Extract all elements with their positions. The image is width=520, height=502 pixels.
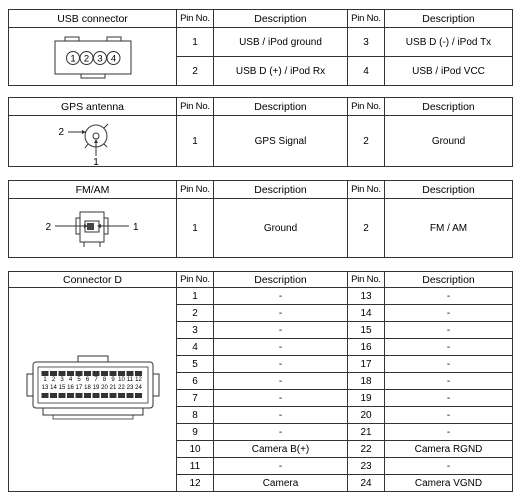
connector-d-desc-header-1: Description: [214, 272, 348, 288]
pin-description: -: [214, 424, 348, 441]
pin-number: 4: [177, 339, 214, 356]
usb-header-row: [9, 10, 513, 28]
connector-d-pin-label: 17: [75, 384, 82, 391]
fm-pin-label: 2: [44, 222, 51, 233]
pin-description: -: [385, 305, 513, 322]
connector-d-pin-label: 18: [83, 384, 91, 391]
connector-d-pin-label: 20: [100, 384, 108, 391]
pin-description: -: [214, 288, 348, 305]
connector-d-header-row: [9, 272, 513, 288]
connector-d-table: [8, 271, 513, 492]
connector-d-pin-label: 7: [93, 376, 98, 383]
connector-d-pin-label: 4: [68, 376, 72, 383]
connector-d-icon: [23, 350, 163, 430]
connector-d-pin-header-2: Pin No.: [348, 272, 385, 288]
pin-description: -: [385, 339, 513, 356]
pin-number: 1: [177, 288, 214, 305]
pin-number: 2: [348, 199, 385, 258]
pin-number: 3: [177, 322, 214, 339]
fm-title: FM/AM: [9, 181, 177, 199]
pin-description: -: [385, 288, 513, 305]
pin-description: Camera RGND: [385, 441, 513, 458]
fm-desc-header-2: Description: [385, 181, 513, 199]
connector-d-title: Connector D: [9, 272, 177, 288]
gps-desc-header-1: Description: [214, 98, 348, 116]
fm-pin-header-2: Pin No.: [348, 181, 385, 199]
pin-description: -: [385, 322, 513, 339]
pin-number: 13: [348, 288, 385, 305]
connector-d-pin-label: 6: [85, 376, 89, 383]
gps-antenna-table: [8, 97, 513, 167]
usb-pin-header-2: Pin No.: [348, 10, 385, 28]
connector-d-pin-header-1: Pin No.: [177, 272, 214, 288]
pin-number: 20: [348, 407, 385, 424]
connector-d-pin-label: 15: [58, 384, 65, 391]
pin-description: -: [214, 390, 348, 407]
pin-description: -: [214, 356, 348, 373]
gps-pin-header-1: Pin No.: [177, 98, 214, 116]
connector-d-pin-label: 10: [117, 376, 125, 383]
gps-title: GPS antenna: [9, 98, 177, 116]
table-row: [9, 199, 513, 258]
fm-connector-icon: [28, 200, 158, 256]
connector-d-pin-label: 9: [110, 376, 115, 383]
pin-number: 19: [348, 390, 385, 407]
pin-description: -: [214, 458, 348, 475]
pin-number: 12: [177, 475, 214, 492]
connector-d-pin-label: 2: [51, 376, 55, 383]
usb-desc-header-1: Description: [214, 10, 348, 28]
pin-description: -: [385, 424, 513, 441]
pin-description: -: [385, 373, 513, 390]
fm-am-table: [8, 180, 513, 258]
usb-pin-label: 4: [110, 53, 116, 64]
fm-pin-label: 1: [132, 222, 139, 233]
pin-number: 9: [177, 424, 214, 441]
gps-antenna-diagram: [9, 116, 177, 167]
pin-number: 2: [177, 57, 214, 86]
pin-number: 6: [177, 373, 214, 390]
pin-number: 8: [177, 407, 214, 424]
pin-description: -: [214, 322, 348, 339]
usb-title: USB connector: [9, 10, 177, 28]
usb-connector-icon: [33, 32, 153, 82]
pin-description: -: [385, 390, 513, 407]
pin-number: 23: [348, 458, 385, 475]
pin-number: 4: [348, 57, 385, 86]
pin-description: USB / iPod ground: [214, 28, 348, 57]
connector-d-pin-label: 14: [49, 384, 57, 391]
pin-description: Camera VGND: [385, 475, 513, 492]
usb-connector-table: [8, 9, 513, 86]
table-row: [9, 28, 513, 57]
connector-d-pin-label: 22: [117, 384, 125, 391]
gps-pin-label: 1: [92, 157, 99, 166]
gps-connector-icon: [38, 116, 148, 166]
table-row: [9, 116, 513, 167]
table-row: [9, 288, 513, 305]
connector-d-pin-label: 12: [134, 376, 142, 383]
fm-am-diagram: [9, 199, 177, 258]
pin-number: 2: [177, 305, 214, 322]
pin-number: 24: [348, 475, 385, 492]
pin-description: GPS Signal: [214, 116, 348, 167]
pin-number: 17: [348, 356, 385, 373]
pin-description: -: [385, 458, 513, 475]
usb-desc-header-2: Description: [385, 10, 513, 28]
pin-number: 10: [177, 441, 214, 458]
pin-description: -: [214, 407, 348, 424]
pin-number: 14: [348, 305, 385, 322]
pin-description: -: [214, 305, 348, 322]
pin-number: 15: [348, 322, 385, 339]
gps-desc-header-2: Description: [385, 98, 513, 116]
connector-d-pin-label: 1: [42, 376, 47, 383]
pin-number: 1: [177, 199, 214, 258]
pin-description: Camera B(+): [214, 441, 348, 458]
connector-d-body: [9, 288, 513, 492]
connector-d-pin-label: 24: [134, 384, 142, 391]
pin-number: 16: [348, 339, 385, 356]
usb-pin-label: 1: [69, 53, 76, 64]
connector-d-pin-label: 23: [126, 384, 133, 391]
usb-pin-header-1: Pin No.: [177, 10, 214, 28]
fm-pin-header-1: Pin No.: [177, 181, 214, 199]
pin-number: 18: [348, 373, 385, 390]
connector-d-pin-label: 8: [102, 376, 106, 383]
usb-pin-label: 3: [96, 53, 103, 64]
pin-description: Ground: [385, 116, 513, 167]
pin-description: Camera: [214, 475, 348, 492]
connector-d-pin-label: 5: [76, 376, 81, 383]
pin-description: USB / iPod VCC: [385, 57, 513, 86]
fm-header-row: [9, 181, 513, 199]
pin-description: USB D (-) / iPod Tx: [385, 28, 513, 57]
pin-description: FM / AM: [385, 199, 513, 258]
gps-header-row: [9, 98, 513, 116]
pin-number: 11: [177, 458, 214, 475]
pin-number: 21: [348, 424, 385, 441]
connector-d-pin-label: 21: [109, 384, 116, 391]
pin-number: 3: [348, 28, 385, 57]
pin-number: 22: [348, 441, 385, 458]
pin-number: 7: [177, 390, 214, 407]
connector-d-desc-header-2: Description: [385, 272, 513, 288]
pin-number: 2: [348, 116, 385, 167]
pin-description: USB D (+) / iPod Rx: [214, 57, 348, 86]
pin-description: Ground: [214, 199, 348, 258]
fm-desc-header-1: Description: [214, 181, 348, 199]
pin-description: -: [214, 339, 348, 356]
gps-pin-header-2: Pin No.: [348, 98, 385, 116]
pin-description: -: [214, 373, 348, 390]
pin-number: 5: [177, 356, 214, 373]
connector-d-pin-label: 3: [59, 376, 64, 383]
pin-number: 1: [177, 116, 214, 167]
connector-d-pin-label: 16: [66, 384, 74, 391]
usb-connector-diagram: [9, 28, 177, 86]
pin-description: -: [385, 407, 513, 424]
gps-pin-label: 2: [57, 127, 64, 138]
connector-d-pin-label: 19: [92, 384, 99, 391]
connector-d-diagram: [9, 288, 177, 492]
connector-d-pin-label: 13: [41, 384, 48, 391]
connector-d-pin-label: 11: [126, 376, 133, 383]
usb-pin-label: 2: [83, 53, 89, 64]
pin-number: 1: [177, 28, 214, 57]
pin-description: -: [385, 356, 513, 373]
